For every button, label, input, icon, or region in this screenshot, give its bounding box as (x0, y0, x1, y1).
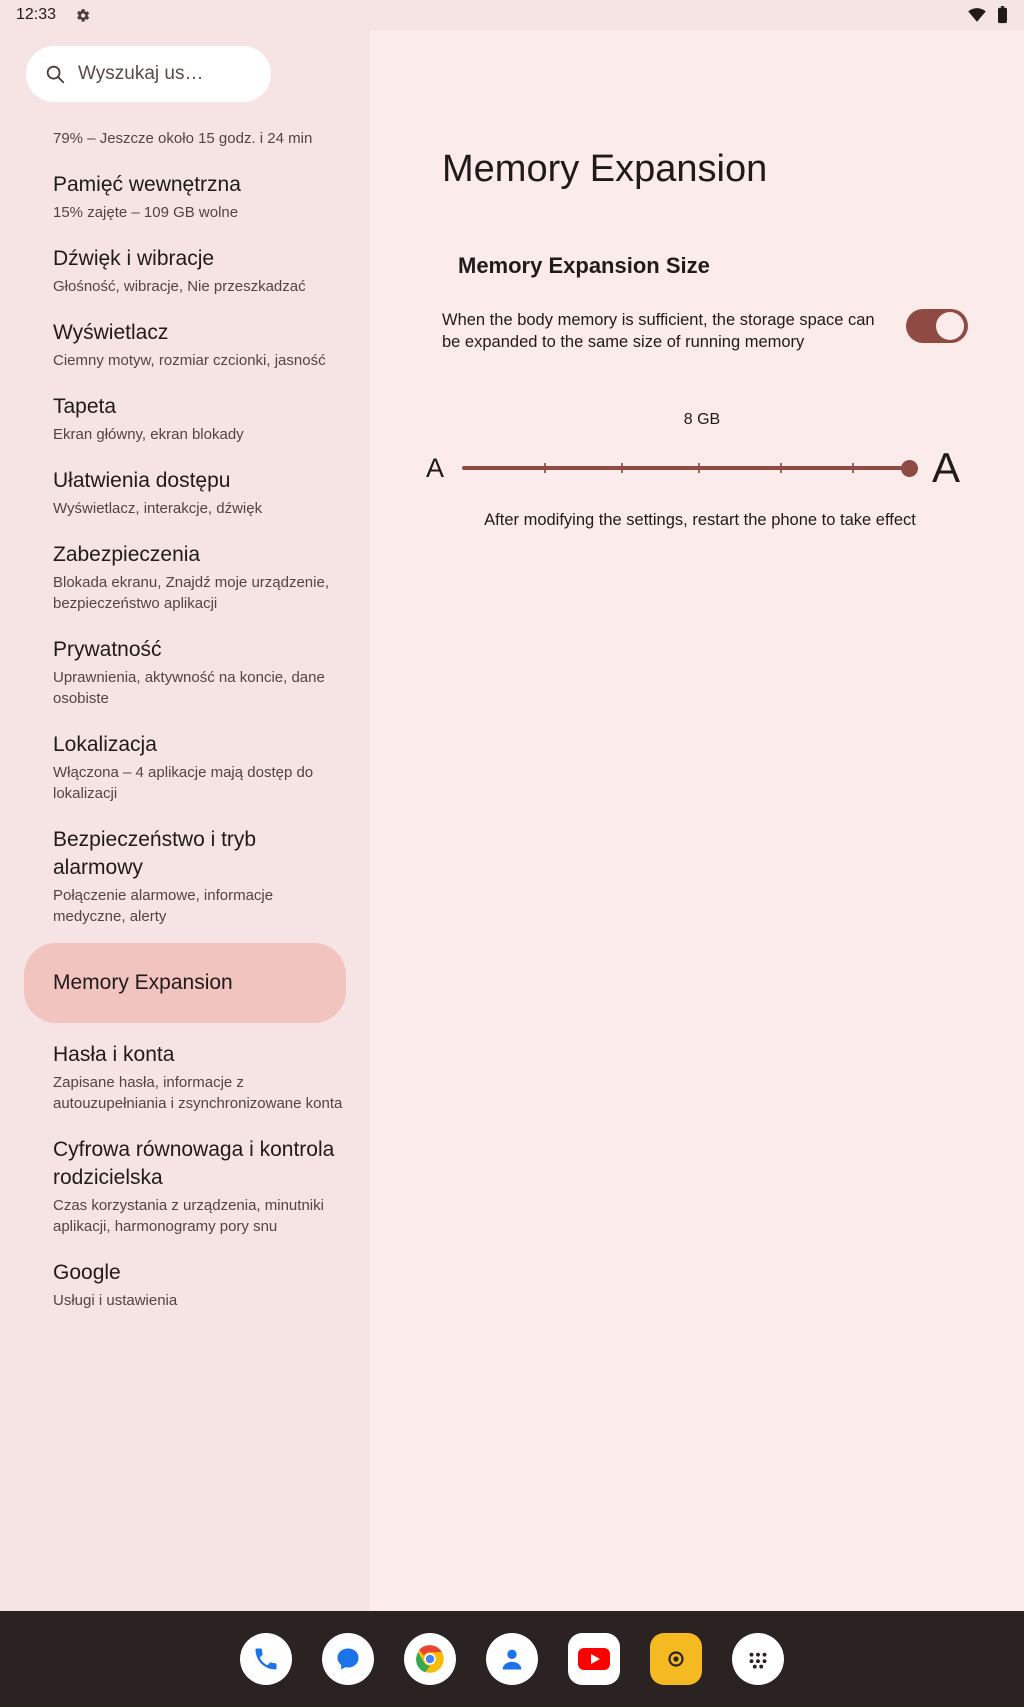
sidebar-item-sub: Uprawnienia, aktywność na koncie, dane osobiste (53, 669, 325, 707)
sidebar-item-storage[interactable] (0, 159, 370, 233)
sidebar-item-label: Dźwięk i wibracje (53, 247, 215, 270)
sidebar-list[interactable] (0, 30, 370, 1611)
slider-max-label: A (931, 444, 960, 491)
sidebar-item-label: Hasła i konta (53, 1043, 175, 1066)
sidebar-item-label: Lokalizacja (53, 733, 157, 756)
search-input[interactable]: Wyszukaj us… (78, 63, 204, 84)
toggle-knob (936, 312, 964, 340)
sidebar-item-battery[interactable] (0, 116, 370, 159)
camera-app-icon[interactable] (650, 1633, 702, 1685)
slider-tick (780, 463, 782, 473)
sidebar-item-google[interactable] (0, 1247, 370, 1321)
slider-tick (544, 463, 546, 473)
sidebar-item-safety-emergency[interactable] (0, 814, 370, 937)
sidebar-item-label: Ułatwienia dostępu (53, 469, 231, 492)
memory-size-slider-row (416, 444, 978, 491)
sidebar-item-label: Wyświetlacz (53, 321, 169, 344)
content-body (0, 30, 1024, 1611)
sidebar-item-location[interactable] (0, 719, 370, 814)
sidebar-item-label: Tapeta (53, 395, 117, 418)
sidebar-item-label: Google (53, 1261, 121, 1284)
sidebar-item-label: Memory Expansion (53, 971, 233, 994)
status-bar (0, 0, 1024, 30)
sidebar-item-sound[interactable] (0, 233, 370, 307)
slider-track (462, 466, 916, 470)
sidebar-item-sub: Połączenie alarmowe, informacje medyczne, alerty (53, 887, 274, 925)
sidebar-item-label: Bezpieczeństwo i tryb alarmowy (53, 828, 257, 879)
sidebar-item-sub: Ekran główny, ekran blokady (53, 426, 244, 443)
search-bar[interactable] (26, 46, 271, 102)
slider-min-label: A (426, 452, 445, 483)
page-title: Memory Expansion (442, 148, 768, 190)
sidebar-item-sub: Włączona – 4 aplikacje mają dostęp do lokalizacji (53, 764, 314, 802)
slider-tick (621, 463, 623, 473)
sidebar-item-sub: Wyświetlacz, interakcje, dźwięk (53, 500, 263, 517)
memory-size-slider[interactable] (462, 453, 916, 483)
sidebar-item-sub: 15% zajęte – 109 GB wolne (53, 204, 239, 221)
sidebar-item-sub: Głośność, wibracje, Nie przeszkadzać (53, 278, 306, 295)
phone-app-icon[interactable] (240, 1633, 292, 1685)
sidebar-item-sub: Czas korzystania z urządzenia, minutniki aplikacji, harmonogramy pory snu (53, 1197, 324, 1235)
status-clock: 12:33 (16, 6, 57, 23)
sidebar-item-sub: Usługi i ustawienia (53, 1292, 178, 1309)
section-title: Memory Expansion Size (458, 253, 710, 278)
sidebar-item-label: Prywatność (53, 638, 162, 661)
wifi-icon (967, 7, 987, 23)
memory-expansion-toggle[interactable] (906, 309, 968, 343)
sidebar-item-wallpaper[interactable] (0, 381, 370, 455)
chrome-app-icon[interactable] (404, 1633, 456, 1685)
search-icon (44, 63, 66, 85)
slider-thumb[interactable] (901, 460, 918, 477)
sidebar-item-sub: Ciemny motyw, rozmiar czcionki, jasność (53, 352, 326, 369)
sidebar-item-sub: 79% – Jeszcze około 15 godz. i 24 min (53, 130, 313, 147)
sidebar-item-passwords-accounts[interactable] (0, 1029, 370, 1124)
sidebar-item-display[interactable] (0, 307, 370, 381)
app-drawer-icon[interactable] (732, 1633, 784, 1685)
app-dock (0, 1611, 1024, 1707)
restart-note: After modifying the settings, restart the phone to take effect (484, 511, 916, 529)
sidebar-item-sub: Zapisane hasła, informacje z autouzupełniania i zsynchronizowane konta (53, 1074, 343, 1112)
sidebar-item-sub: Blokada ekranu, Znajdź moje urządzenie, bezpieczeństwo aplikacji (53, 574, 329, 612)
contacts-app-icon[interactable] (486, 1633, 538, 1685)
sidebar-item-label: Zabezpieczenia (53, 543, 201, 566)
slider-tick (852, 463, 854, 473)
youtube-app-icon[interactable] (568, 1633, 620, 1685)
sidebar-item-memory-expansion[interactable] (24, 943, 346, 1023)
gear-icon (74, 7, 91, 24)
sidebar-item-accessibility[interactable] (0, 455, 370, 529)
sidebar-item-label: Pamięć wewnętrzna (53, 173, 241, 196)
messages-app-icon[interactable] (322, 1633, 374, 1685)
slider-tick (698, 463, 700, 473)
settings-sidebar (0, 30, 370, 1611)
slider-value-label: 8 GB (683, 411, 721, 428)
battery-icon (997, 6, 1008, 24)
sidebar-item-digital-wellbeing[interactable] (0, 1124, 370, 1247)
sidebar-item-security[interactable] (0, 529, 370, 624)
memory-expansion-toggle-row (442, 307, 978, 353)
memory-expansion-detail (370, 30, 1024, 1611)
toggle-description: When the body memory is sufficient, the storage space can be expanded to the same size of running memory (442, 311, 875, 351)
sidebar-item-privacy[interactable] (0, 624, 370, 719)
sidebar-item-label: Cyfrowa równowaga i kontrola rodzicielska (53, 1138, 335, 1189)
